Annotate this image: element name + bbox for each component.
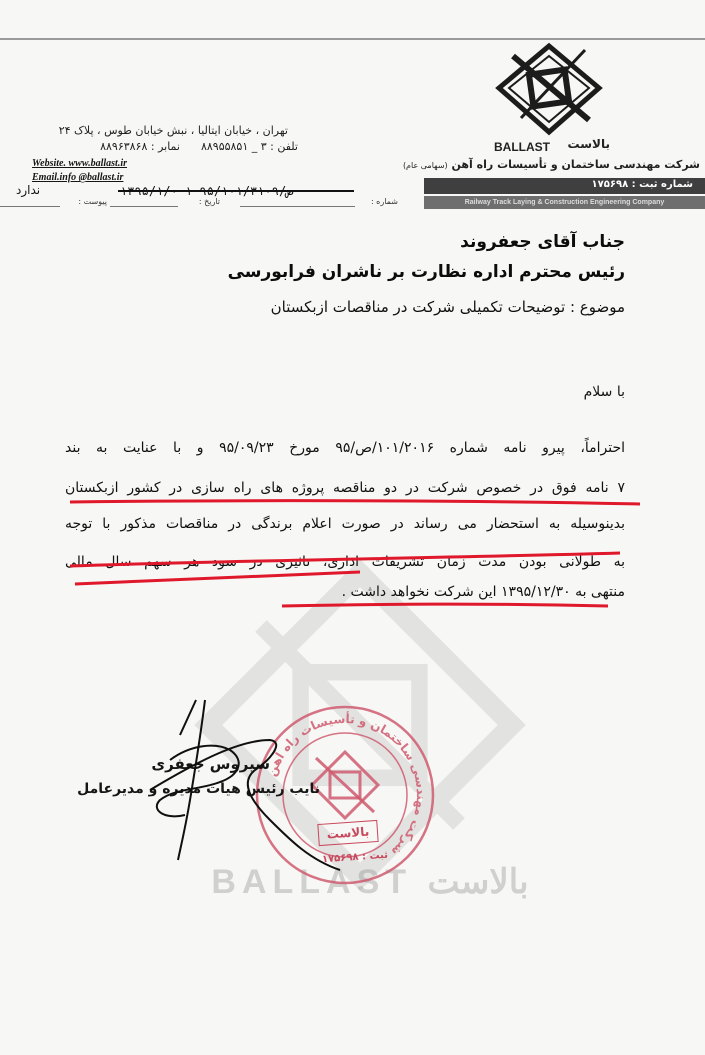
stamp-registration: ثبت : ۱۷۵۶۹۸ <box>321 849 389 866</box>
body-line: به طولانی بودن مدت زمان تشریفات اداری، تاثیری در سود هر سهم سال مالی <box>65 554 625 570</box>
company-name-text: شرکت مهندسی ساختمان و تأسیسات راه آهن <box>451 158 700 171</box>
stamp-ring-text: شرکت مهندسی ساختمان و تأسیسات راه آهن <box>264 711 429 859</box>
brand-persian: بالاست <box>567 137 610 151</box>
number-label: شماره : <box>370 197 398 206</box>
phone-number: تلفن : ۳ _ ۸۸۹۵۵۸۵۱ <box>200 140 298 153</box>
red-underline <box>75 572 360 584</box>
date-label: تاریخ : <box>198 197 220 206</box>
red-underline <box>282 604 608 606</box>
body-line: احتراماً، پیرو نامه شماره ۱۰۱/۲۰۱۶/ص/۹۵ مورخ ۹۵/۰۹/۲۳ و با عنایت به بند <box>65 440 625 456</box>
watermark-text: BALLAST بالاست <box>211 863 529 901</box>
signer-name: سیروس جعفری <box>151 755 270 773</box>
latin-company-bar: Railway Track Laying & Construction Engineering Company <box>424 196 705 209</box>
greeting: با سلام <box>583 384 625 400</box>
stamp-brand-box: بالاست <box>317 820 378 846</box>
recipient-title: رئیس محترم اداره نظارت بر ناشران فرابورسی <box>227 262 625 282</box>
signer-title: نایب رئیس هیات مدیره و مدیرعامل <box>77 781 320 797</box>
subject-line: موضوع : توضیحات تکمیلی شرکت در مناقصات ازبکستان <box>270 298 625 316</box>
website-link: Website. www.ballast.ir <box>32 158 128 169</box>
brand-latin: BALLAST <box>494 140 550 154</box>
signature-scribble <box>150 700 340 870</box>
email-link: Email.info @ballast.ir <box>32 172 124 183</box>
recipient-name: جناب آقای جعفروند <box>460 232 625 252</box>
body-line: بدینوسیله به استحضار می رساند در صورت اعلام برندگی در مناقصات مذکور با توجه <box>65 516 625 532</box>
registration-number: شماره ثبت : ۱۷۵۶۹۸ <box>591 179 693 190</box>
company-address: تهران ، خیابان ایتالیا ، نبش خیابان طوس ، پلاک ۲۴ <box>58 124 288 137</box>
company-type: (سهامی عام) <box>402 161 448 170</box>
red-underline <box>70 553 620 566</box>
body-line: منتهی به ۱۳۹۵/۱۲/۳۰ این شرکت نخواهد داشت . <box>341 584 625 600</box>
attachment-value: ندارد <box>16 183 41 197</box>
fax-number: نمابر : ۸۸۹۶۳۸۶۸ <box>100 140 180 153</box>
attachment-label: پیوست : <box>78 197 107 206</box>
body-line: ۷ نامه فوق در خصوص شرکت در دو مناقصه پروژه های راه سازی در کشور ازبکستان <box>65 480 625 496</box>
red-underline <box>70 501 640 504</box>
